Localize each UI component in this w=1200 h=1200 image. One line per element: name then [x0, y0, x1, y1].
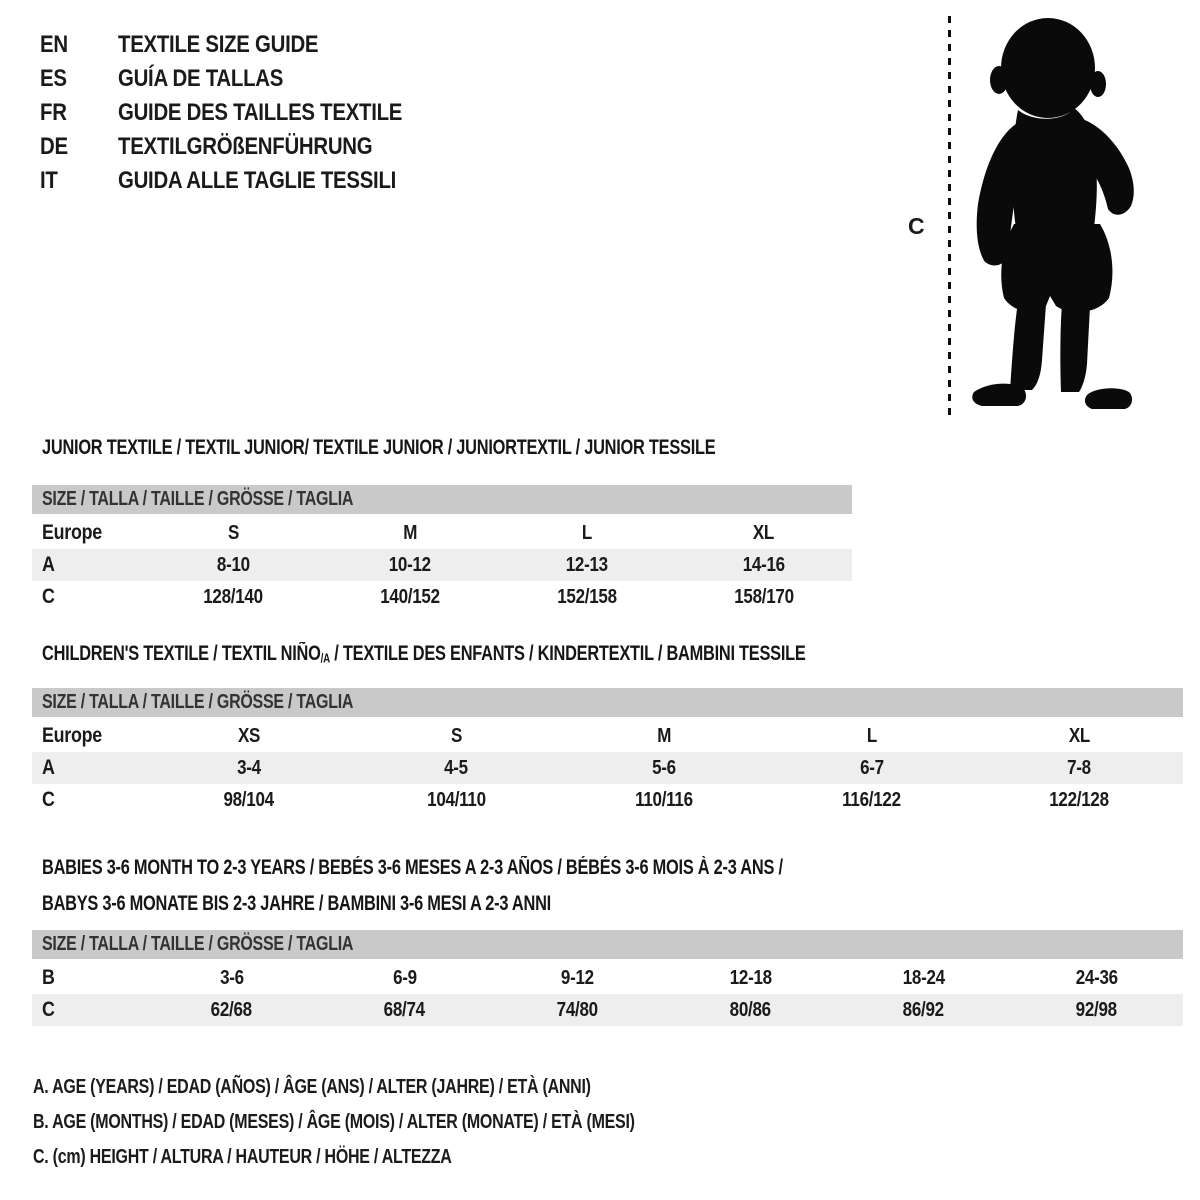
size-cell: 3-6	[219, 966, 244, 989]
row-label: B	[42, 966, 55, 989]
size-cell: 92/98	[1075, 998, 1118, 1021]
table-row-height	[32, 784, 1183, 816]
children-section-title	[42, 642, 1021, 666]
size-cell: 62/68	[210, 998, 253, 1021]
size-cell: XL	[753, 521, 775, 544]
row-label: C	[42, 998, 55, 1021]
table-row-age-years	[32, 549, 852, 581]
size-cell: XL	[1068, 724, 1090, 747]
size-cell: L	[866, 724, 877, 747]
row-label: C	[42, 585, 55, 608]
language-row-it	[40, 164, 452, 198]
table-row-height	[32, 581, 852, 613]
size-cell: 3-4	[236, 756, 261, 779]
size-cell: 158/170	[733, 585, 794, 608]
children-size-table	[32, 688, 1183, 816]
language-row-de	[40, 130, 452, 164]
size-cell: 4-5	[444, 756, 469, 779]
size-cell: 68/74	[383, 998, 426, 1021]
babies-title-line1: BABIES 3-6 MONTH TO 2-3 YEARS / BEBÉS 3-6 MESES A 2-3 AÑOS / BÉBÉS 3-6 MOIS À 2-3 ANS /	[42, 856, 783, 879]
size-cell: 7-8	[1067, 756, 1092, 779]
size-cell: 12-13	[565, 553, 608, 576]
size-cell: 6-7	[859, 756, 884, 779]
language-row-es	[40, 62, 452, 96]
language-label: GUÍA DE TALLAS	[118, 65, 284, 92]
size-cell: 122/128	[1049, 788, 1109, 811]
table-row-europe	[32, 720, 1183, 752]
language-label: TEXTILGRÖßENFÜHRUNG	[118, 133, 373, 160]
row-label: A	[42, 756, 55, 779]
babies-size-table	[32, 930, 1183, 1026]
size-cell: 8-10	[216, 553, 250, 576]
junior-section-title: JUNIOR TEXTILE / TEXTIL JUNIOR/ TEXTILE JUNIOR / JUNIORTEXTIL / JUNIOR TESSILE	[42, 436, 716, 459]
size-cell: 104/110	[427, 788, 486, 811]
table-row-age-years	[32, 752, 1183, 784]
size-cell: 116/122	[842, 788, 901, 811]
language-row-fr	[40, 96, 452, 130]
language-code: FR	[40, 99, 67, 126]
babies-section-title	[42, 850, 992, 922]
size-cell: 24-36	[1075, 966, 1118, 989]
children-title-main: CHILDREN'S TEXTILE / TEXTIL NIÑO	[42, 642, 321, 665]
size-cell: L	[581, 521, 592, 544]
row-label: C	[42, 788, 55, 811]
language-code: IT	[40, 167, 58, 194]
language-label: GUIDA ALLE TAGLIE TESSILI	[118, 167, 397, 194]
row-label: Europe	[42, 521, 102, 544]
row-label: Europe	[42, 724, 102, 747]
size-cell: 5-6	[652, 756, 676, 779]
table-row-age-months	[32, 962, 1183, 994]
language-code: ES	[40, 65, 67, 92]
size-cell: 152/158	[557, 585, 617, 608]
size-header-band: SIZE / TALLA / TAILLE / GRÖSSE / TAGLIA	[32, 485, 852, 514]
size-cell: 14-16	[742, 553, 785, 576]
language-row-en	[40, 28, 452, 62]
language-label: TEXTILE SIZE GUIDE	[118, 31, 319, 58]
height-dashed-line	[948, 16, 951, 418]
size-cell: XS	[237, 724, 260, 747]
table-row-height	[32, 994, 1183, 1026]
size-cell: S	[227, 521, 239, 544]
size-cell: S	[450, 724, 462, 747]
size-cell: 80/86	[729, 998, 772, 1021]
size-cell: 140/152	[380, 585, 440, 608]
babies-title-line2: BABYS 3-6 MONATE BIS 2-3 JAHRE / BAMBINI 3-6 MESI A 2-3 ANNI	[42, 892, 551, 915]
language-code: EN	[40, 31, 68, 58]
children-title-suffix: /A	[320, 651, 330, 666]
size-cell: 128/140	[203, 585, 264, 608]
legend-line-a: A. AGE (YEARS) / EDAD (AÑOS) / ÂGE (ANS) / ALTER (JAHRE) / ETÀ (ANNI)	[33, 1076, 591, 1098]
size-header-band: SIZE / TALLA / TAILLE / GRÖSSE / TAGLIA	[32, 688, 1183, 717]
language-list	[40, 28, 452, 198]
junior-size-table	[32, 485, 852, 613]
size-cell: 110/116	[635, 788, 693, 811]
size-cell: 18-24	[902, 966, 945, 989]
legend-line-c: C. (cm) HEIGHT / ALTURA / HAUTEUR / HÖHE / ALTEZZA	[33, 1146, 452, 1168]
height-measure-label: C	[908, 213, 925, 239]
size-cell: 6-9	[392, 966, 417, 989]
size-header-band: SIZE / TALLA / TAILLE / GRÖSSE / TAGLIA	[32, 930, 1183, 959]
size-cell: M	[657, 724, 671, 747]
size-cell: 10-12	[389, 553, 432, 576]
size-cell: M	[403, 521, 418, 544]
children-title-rest: / TEXTILE DES ENFANTS / KINDERTEXTIL / BAMBINI TESSILE	[329, 642, 806, 665]
toddler-silhouette-icon	[962, 12, 1140, 420]
language-code: DE	[40, 133, 68, 160]
size-cell: 74/80	[556, 998, 599, 1021]
row-label: A	[42, 553, 55, 576]
language-label: GUIDE DES TAILLES TEXTILE	[118, 99, 403, 126]
size-cell: 86/92	[902, 998, 945, 1021]
size-cell: 98/104	[223, 788, 274, 811]
size-cell: 12-18	[729, 966, 772, 989]
size-cell: 9-12	[561, 966, 594, 989]
measure-legend	[33, 1070, 785, 1175]
table-row-europe	[32, 517, 852, 549]
legend-line-b: B. AGE (MONTHS) / EDAD (MESES) / ÂGE (MOIS) / ALTER (MONATE) / ETÀ (MESI)	[33, 1111, 635, 1133]
